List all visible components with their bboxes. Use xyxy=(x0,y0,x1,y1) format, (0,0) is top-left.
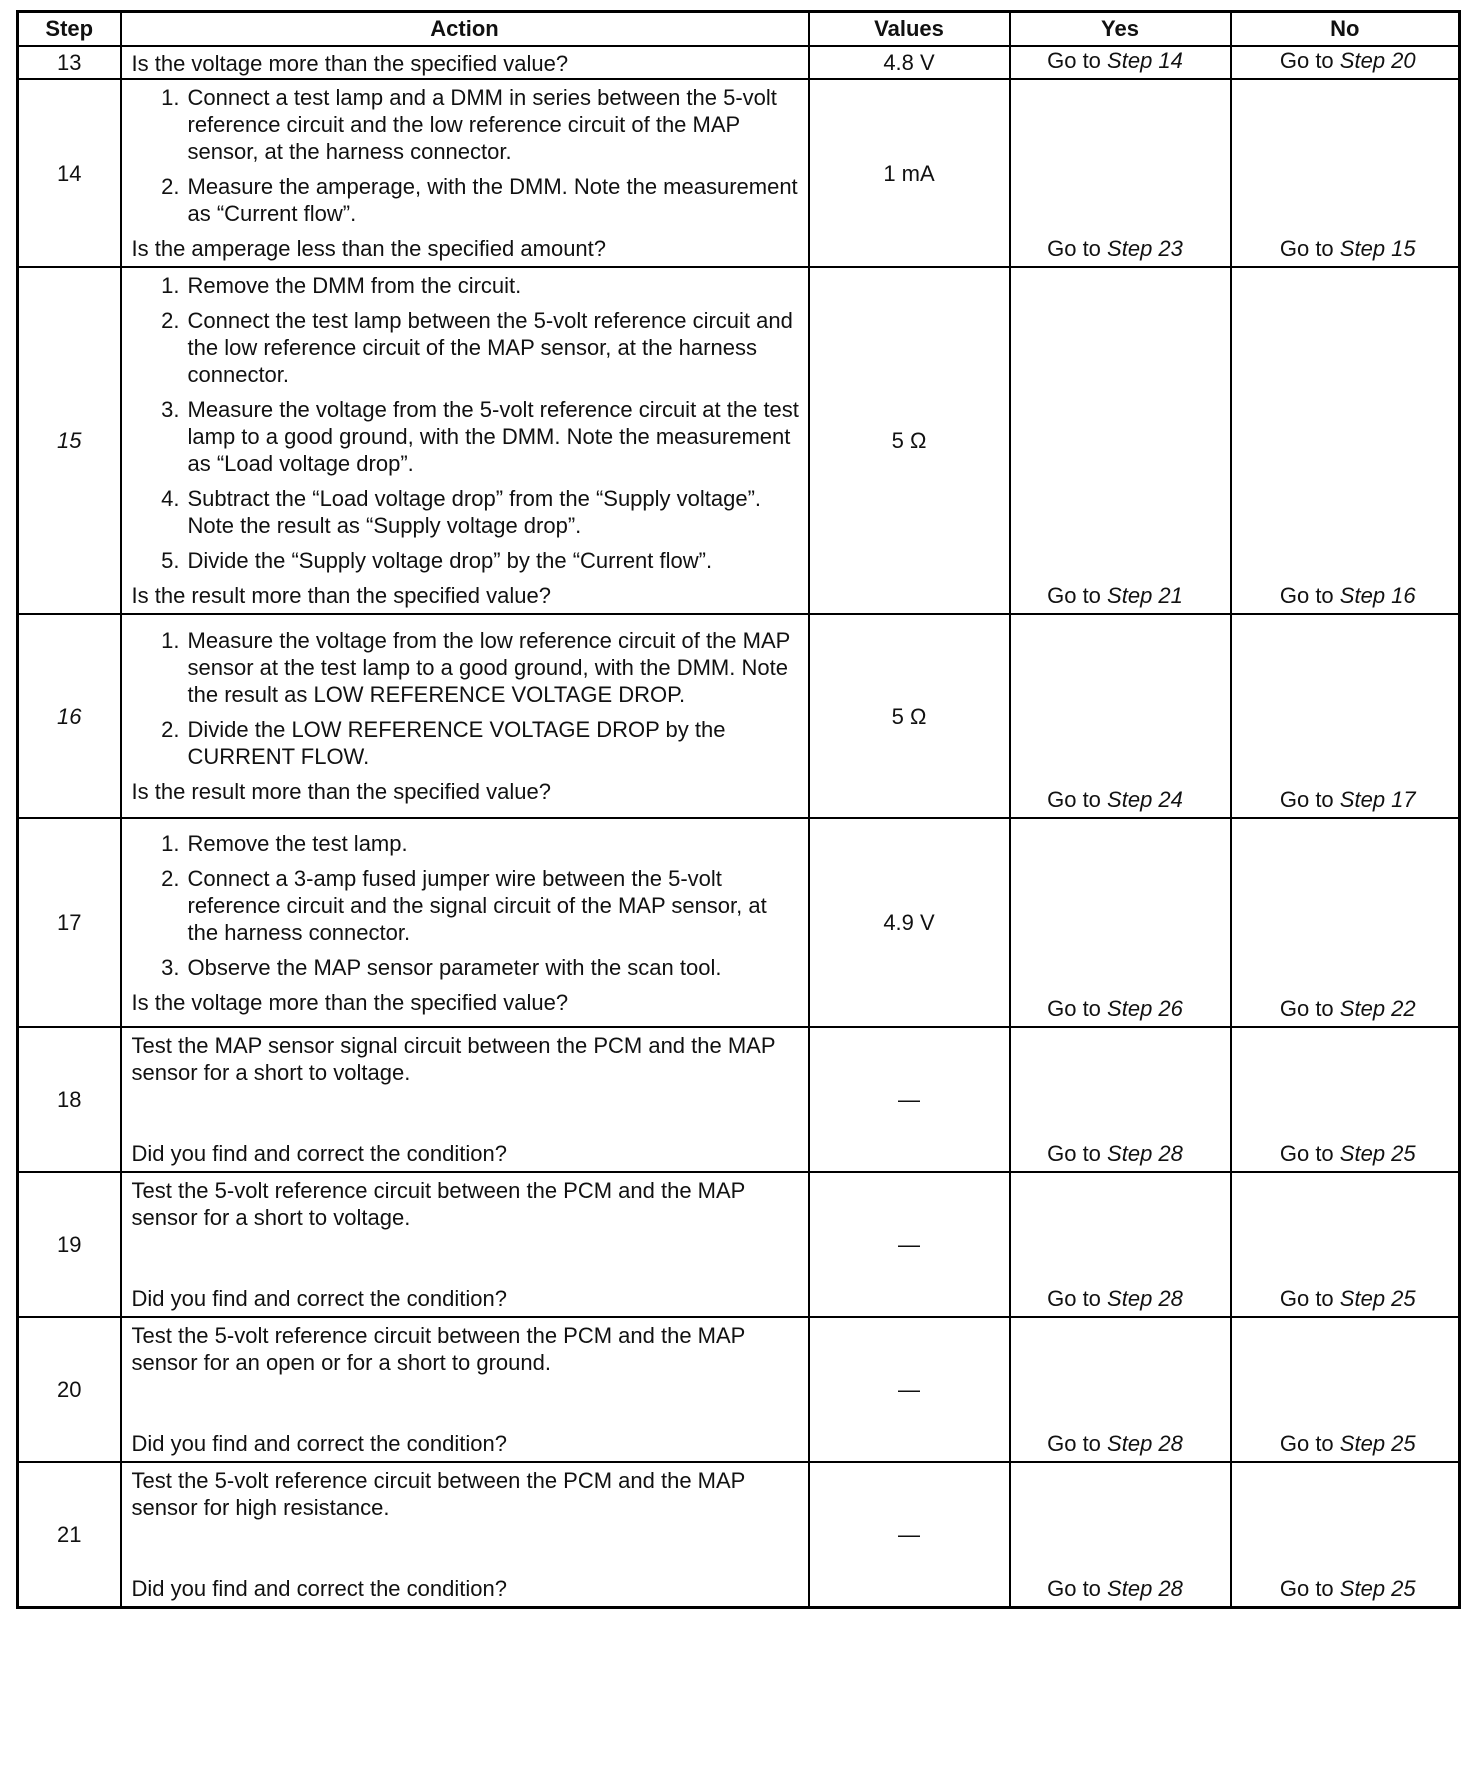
action-step-text: Measure the voltage from the 5-volt reference circuit at the test lamp to a good ground, with the DMM. Note the measurement as “Load voltage drop”. xyxy=(187,397,799,476)
header-yes: Yes xyxy=(1010,12,1231,47)
action-question: Did you find and correct the condition? xyxy=(131,1576,507,1601)
yes-step-ref: Step 14 xyxy=(1107,48,1183,73)
yes-cell xyxy=(1010,1462,1231,1608)
action-spacer xyxy=(132,1376,800,1428)
goto-prefix: Go to xyxy=(1047,787,1101,812)
yes-step-ref: Step 21 xyxy=(1107,583,1183,608)
yes-cell xyxy=(1010,79,1231,267)
step-number: 20 xyxy=(18,1317,121,1462)
yes-step-ref: Step 26 xyxy=(1107,996,1183,1021)
yes-cell xyxy=(1010,1027,1231,1172)
action-cell xyxy=(121,1317,809,1462)
action-step-number: 2. xyxy=(161,717,180,742)
yes-cell xyxy=(1010,1317,1231,1462)
action-step-item xyxy=(132,272,800,299)
no-goto xyxy=(1280,996,1416,1021)
yes-goto xyxy=(1047,48,1183,73)
goto-prefix: Go to xyxy=(1047,583,1101,608)
goto-prefix: Go to xyxy=(1279,787,1334,812)
yes-goto xyxy=(1047,1141,1183,1166)
action-spacer xyxy=(132,1086,800,1138)
no-cell xyxy=(1231,1027,1460,1172)
no-goto xyxy=(1280,1141,1416,1166)
table-row xyxy=(18,267,1460,614)
no-step-ref: Step 20 xyxy=(1339,48,1416,73)
header-step: Step xyxy=(18,12,121,47)
yes-step-ref: Step 24 xyxy=(1107,787,1183,812)
goto-prefix: Go to xyxy=(1047,996,1101,1021)
step-number: 13 xyxy=(18,46,121,79)
goto-prefix: Go to xyxy=(1279,996,1334,1021)
header-values: Values xyxy=(809,12,1010,47)
action-question: Is the voltage more than the specified value? xyxy=(131,51,569,76)
action-step-text: Measure the amperage, with the DMM. Note the measurement as “Current flow”. xyxy=(187,174,798,226)
yes-cell xyxy=(1010,46,1231,79)
step-number: 14 xyxy=(18,79,121,267)
value-cell: 4.8 V xyxy=(809,46,1010,79)
yes-cell xyxy=(1010,267,1231,614)
goto-prefix: Go to xyxy=(1279,583,1334,608)
action-cell xyxy=(121,1027,809,1172)
no-goto xyxy=(1280,48,1416,73)
action-steps xyxy=(132,272,800,574)
action-step-text: Measure the voltage from the low reference circuit of the MAP sensor at the test lamp to a good ground, with the DMM. Note the result as LOW REFERENCE VOLTAGE DROP. xyxy=(187,628,790,707)
action-step-text: Connect a test lamp and a DMM in series between the 5-volt reference circuit and the low reference circuit of the MAP sensor, at the harness connector. xyxy=(187,85,777,164)
table-row xyxy=(18,818,1460,1027)
no-step-ref: Step 16 xyxy=(1339,583,1416,608)
action-cell xyxy=(121,267,809,614)
action-cell xyxy=(121,46,809,79)
action-question: Is the result more than the specified value? xyxy=(131,583,551,608)
table-body xyxy=(18,46,1460,1608)
action-step-text: Remove the test lamp. xyxy=(187,830,408,856)
action-step-number: 2. xyxy=(161,308,180,333)
diagnostic-table xyxy=(16,10,1461,1609)
goto-prefix: Go to xyxy=(1279,1576,1334,1601)
step-number: 15 xyxy=(18,267,121,614)
action-step-text: Divide the LOW REFERENCE VOLTAGE DROP by the CURRENT FLOW. xyxy=(187,717,726,769)
step-number: 18 xyxy=(18,1027,121,1172)
yes-step-ref: Step 28 xyxy=(1107,1141,1183,1166)
no-goto xyxy=(1280,583,1416,608)
action-question: Did you find and correct the condition? xyxy=(131,1431,507,1456)
yes-cell xyxy=(1010,1172,1231,1317)
header-action: Action xyxy=(121,12,809,47)
table-row xyxy=(18,46,1460,79)
no-goto xyxy=(1280,236,1416,261)
no-cell xyxy=(1231,818,1460,1027)
step-number: 17 xyxy=(18,818,121,1027)
yes-cell xyxy=(1010,614,1231,818)
goto-prefix: Go to xyxy=(1279,1431,1334,1456)
value-cell: 5 Ω xyxy=(809,614,1010,818)
action-step-number: 3. xyxy=(161,397,180,422)
action-step-item xyxy=(132,954,800,981)
yes-goto xyxy=(1047,787,1183,812)
action-question: Is the result more than the specified value? xyxy=(131,779,551,804)
yes-goto xyxy=(1047,996,1183,1021)
no-step-ref: Step 25 xyxy=(1339,1431,1416,1456)
no-step-ref: Step 25 xyxy=(1339,1286,1416,1311)
goto-prefix: Go to xyxy=(1279,236,1334,261)
action-question: Did you find and correct the condition? xyxy=(131,1141,507,1166)
value-cell: 1 mA xyxy=(809,79,1010,267)
action-question: Is the amperage less than the specified amount? xyxy=(131,236,607,261)
action-step-number: 1. xyxy=(161,830,180,856)
action-step-item xyxy=(132,84,800,165)
yes-goto xyxy=(1047,1576,1183,1601)
goto-prefix: Go to xyxy=(1279,48,1334,73)
table-row xyxy=(18,1172,1460,1317)
goto-prefix: Go to xyxy=(1047,1431,1101,1456)
action-step-number: 1. xyxy=(161,628,180,653)
table-row xyxy=(18,1027,1460,1172)
action-steps xyxy=(132,830,800,981)
action-step-number: 2. xyxy=(161,174,180,199)
action-step-text: Divide the “Supply voltage drop” by the “Current flow”. xyxy=(187,548,713,573)
header-no: No xyxy=(1231,12,1460,47)
no-cell xyxy=(1231,46,1460,79)
action-steps xyxy=(132,84,800,227)
action-paragraph: Test the 5-volt reference circuit between the PCM and the MAP sensor for an open or for a short to ground. xyxy=(131,1323,745,1375)
table-row xyxy=(18,1317,1460,1462)
yes-step-ref: Step 23 xyxy=(1107,236,1183,261)
action-step-text: Observe the MAP sensor parameter with the scan tool. xyxy=(187,954,722,980)
goto-prefix: Go to xyxy=(1279,1141,1334,1166)
no-cell xyxy=(1231,267,1460,614)
header-row xyxy=(18,12,1460,47)
action-step-number: 5. xyxy=(161,548,180,573)
action-step-text: Connect a 3-amp fused jumper wire between the 5-volt reference circuit and the signal circuit of the MAP sensor, at the harness connector. xyxy=(187,865,767,945)
yes-step-ref: Step 28 xyxy=(1107,1431,1183,1456)
diagnostic-table-page xyxy=(16,10,1458,1609)
action-step-number: 4. xyxy=(161,486,180,511)
action-cell xyxy=(121,1462,809,1608)
action-cell xyxy=(121,614,809,818)
action-step-item xyxy=(132,307,800,388)
action-step-number: 1. xyxy=(161,85,180,110)
no-step-ref: Step 25 xyxy=(1339,1576,1416,1601)
goto-prefix: Go to xyxy=(1047,1286,1101,1311)
value-cell: 4.9 V xyxy=(809,818,1010,1027)
no-goto xyxy=(1280,787,1416,812)
action-question: Did you find and correct the condition? xyxy=(131,1286,507,1311)
value-cell: — xyxy=(809,1462,1010,1608)
no-cell xyxy=(1231,1317,1460,1462)
goto-prefix: Go to xyxy=(1047,48,1101,73)
action-step-text: Remove the DMM from the circuit. xyxy=(187,273,522,298)
step-number: 16 xyxy=(18,614,121,818)
action-step-item xyxy=(132,830,800,857)
action-step-text: Connect the test lamp between the 5-volt reference circuit and the low reference circuit of the MAP sensor, at the harness connector. xyxy=(187,308,793,387)
action-cell xyxy=(121,1172,809,1317)
action-step-number: 1. xyxy=(161,273,180,298)
yes-step-ref: Step 28 xyxy=(1107,1576,1183,1601)
value-cell: 5 Ω xyxy=(809,267,1010,614)
yes-goto xyxy=(1047,583,1183,608)
action-step-item xyxy=(132,716,800,770)
action-step-item xyxy=(132,485,800,539)
no-step-ref: Step 25 xyxy=(1339,1141,1416,1166)
action-step-number: 3. xyxy=(161,954,180,980)
action-step-text: Subtract the “Load voltage drop” from the “Supply voltage”. Note the result as “Supply voltage drop”. xyxy=(187,486,762,538)
action-cell xyxy=(121,79,809,267)
step-number: 21 xyxy=(18,1462,121,1608)
yes-goto xyxy=(1047,236,1183,261)
no-cell xyxy=(1231,79,1460,267)
goto-prefix: Go to xyxy=(1279,1286,1334,1311)
step-number: 19 xyxy=(18,1172,121,1317)
no-cell xyxy=(1231,614,1460,818)
action-paragraph: Test the 5-volt reference circuit between the PCM and the MAP sensor for a short to voltage. xyxy=(131,1178,745,1230)
value-cell: — xyxy=(809,1027,1010,1172)
yes-goto xyxy=(1047,1431,1183,1456)
table-row xyxy=(18,1462,1460,1608)
yes-cell xyxy=(1010,818,1231,1027)
value-cell: — xyxy=(809,1317,1010,1462)
no-goto xyxy=(1280,1286,1416,1311)
yes-goto xyxy=(1047,1286,1183,1311)
yes-step-ref: Step 28 xyxy=(1107,1286,1183,1311)
goto-prefix: Go to xyxy=(1047,236,1101,261)
no-step-ref: Step 22 xyxy=(1339,996,1416,1021)
action-question: Is the voltage more than the specified value? xyxy=(131,989,569,1015)
no-step-ref: Step 17 xyxy=(1339,787,1416,812)
no-goto xyxy=(1280,1576,1416,1601)
action-paragraph: Test the 5-volt reference circuit between the PCM and the MAP sensor for high resistance. xyxy=(131,1468,745,1520)
no-cell xyxy=(1231,1462,1460,1608)
action-spacer xyxy=(132,1231,800,1283)
action-step-item xyxy=(132,396,800,477)
action-steps xyxy=(132,627,800,770)
no-step-ref: Step 15 xyxy=(1339,236,1416,261)
action-paragraph: Test the MAP sensor signal circuit between the PCM and the MAP sensor for a short to voltage. xyxy=(131,1033,776,1085)
goto-prefix: Go to xyxy=(1047,1576,1101,1601)
action-step-number: 2. xyxy=(161,865,180,891)
action-step-item xyxy=(132,173,800,227)
value-cell: — xyxy=(809,1172,1010,1317)
action-cell xyxy=(121,818,809,1027)
action-spacer xyxy=(132,1521,800,1573)
table-row xyxy=(18,79,1460,267)
action-step-item xyxy=(132,865,800,946)
no-goto xyxy=(1280,1431,1416,1456)
action-step-item xyxy=(132,547,800,574)
goto-prefix: Go to xyxy=(1047,1141,1101,1166)
action-step-item xyxy=(132,627,800,708)
no-cell xyxy=(1231,1172,1460,1317)
table-row xyxy=(18,614,1460,818)
